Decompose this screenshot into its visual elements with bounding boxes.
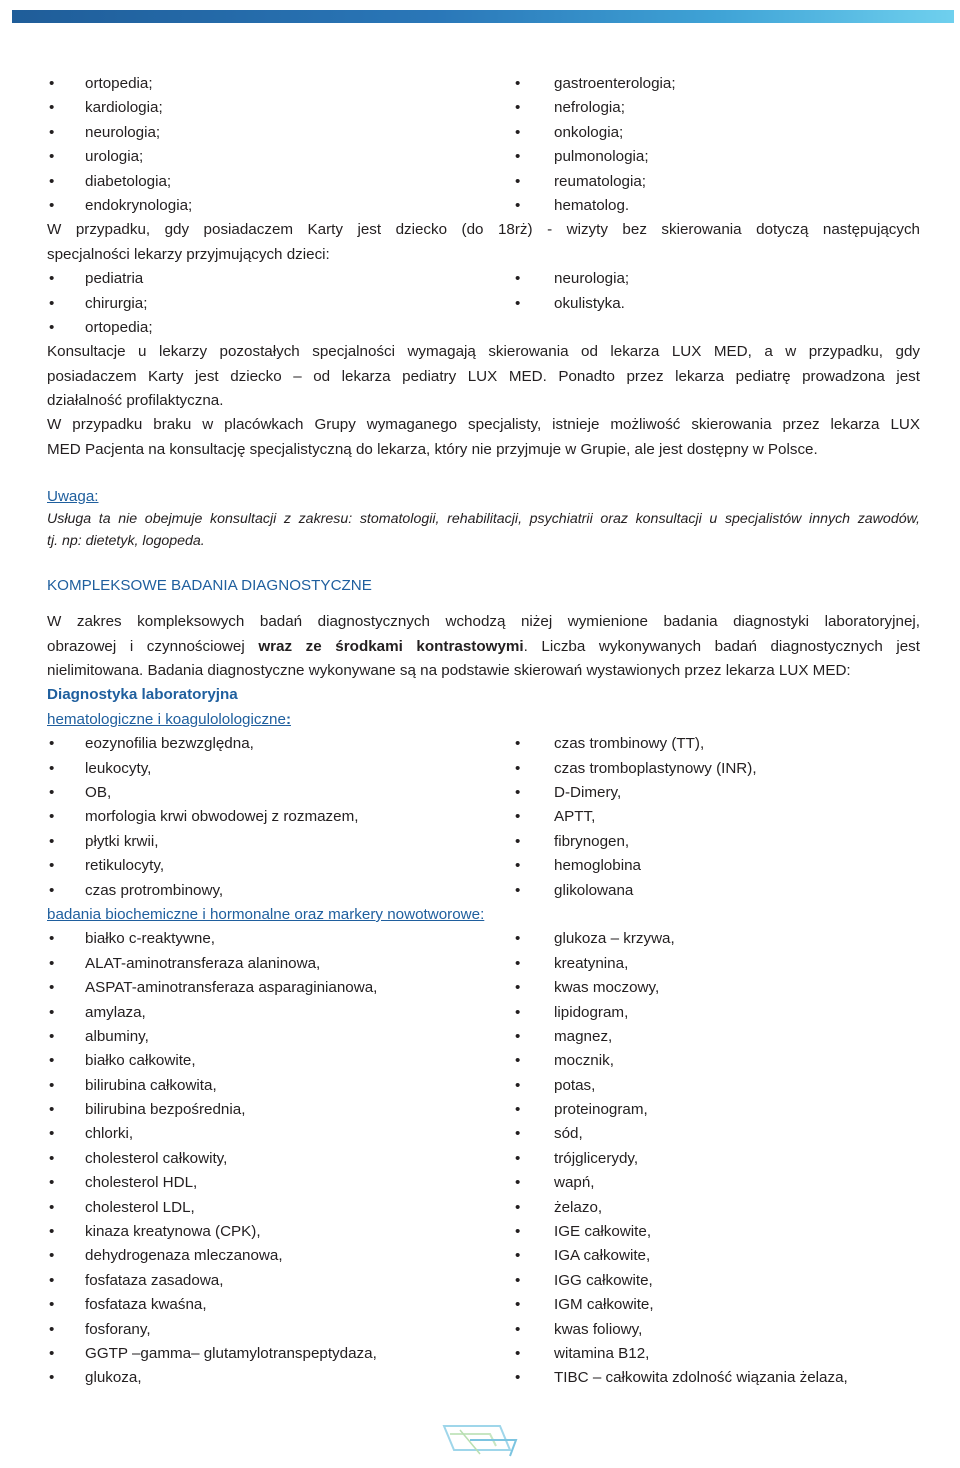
list-item-label: glikolowana (554, 881, 634, 899)
list-row (47, 927, 920, 951)
list-row (47, 194, 920, 218)
missing-specialist-paragraph-line: MED Pacjenta na konsultację specjalistyczną do lekarza, który nie przyjmuje w Grupie, ale jest dostępny w Polsce. (47, 440, 818, 458)
list-item-label: morfologia krwi obwodowej z rozmazem, (85, 808, 359, 826)
list-row (47, 1171, 920, 1195)
bullet-icon (515, 72, 525, 96)
footer-logo (440, 1420, 520, 1460)
bullet-icon (49, 96, 59, 120)
list-row (47, 1049, 920, 1073)
list-item-label: ortopedia; (85, 75, 153, 92)
bullet-icon (49, 1366, 59, 1390)
bullet-icon (515, 952, 525, 976)
diagnostics-paragraph-line: W zakres kompleksowych badań diagnostycznych wchodzą niżej wymienione badania diagnostyki laboratoryjnej, (47, 613, 920, 631)
category-label: hematologiczne i koagulolologiczne (47, 710, 286, 728)
list-item-label: IGE całkowite, (554, 1223, 652, 1241)
consultation-paragraph-line: Konsultacje u lekarzy pozostałych specjalności wymagają skierowania od lekarza LUX MED, a w przypadku, gdy (47, 343, 920, 361)
bullet-icon (515, 732, 525, 756)
list-item (47, 316, 920, 340)
list-item-label: białko c-reaktywne, (85, 930, 215, 948)
list-row (47, 1269, 920, 1293)
list-row (47, 1122, 920, 1146)
list-item-label: eozynofilia bezwzględna, (85, 735, 254, 753)
list-item-label: GGTP –gamma– glutamylotranspeptydaza, (85, 1344, 377, 1362)
list-item-label: gastroenterologia; (554, 75, 676, 92)
bullet-icon (515, 1001, 525, 1025)
list-item-label: sód, (554, 1125, 583, 1143)
list-item-label: hematolog. (554, 196, 630, 214)
specialties-list-children (47, 267, 920, 316)
bullet-icon (515, 267, 525, 291)
bullet-icon (515, 976, 525, 1000)
bullet-icon (515, 1244, 525, 1268)
list-item-label: chirurgia; (85, 294, 148, 312)
list-item-label: hemoglobina (554, 857, 641, 875)
bullet-icon (49, 1147, 59, 1171)
list-item-label: glukoza – krzywa, (554, 930, 675, 948)
list-item-label: wapń, (554, 1174, 595, 1192)
bullet-icon (515, 781, 525, 805)
missing-specialist-paragraph-line: W przypadku braku w placówkach Grupy wymaganego specjalisty, istnieje możliwość skierowania przez lekarza LUX (47, 416, 920, 434)
note-text-line: tj. np: dietetyk, logopeda. (47, 533, 205, 550)
bullet-icon (49, 1293, 59, 1317)
list-item-label: TIBC – całkowita zdolność wiązania żelaza, (554, 1369, 848, 1387)
bullet-icon (515, 1342, 525, 1366)
bullet-icon (515, 879, 525, 903)
list-item-label: potas, (554, 1076, 596, 1094)
list-row (47, 781, 920, 805)
list-item-label: czas tromboplastynowy (INR), (554, 759, 757, 777)
bullet-icon (515, 1269, 525, 1293)
list-row (47, 805, 920, 829)
list-item-label: kinaza kreatynowa (CPK), (85, 1223, 261, 1241)
list-row (47, 1366, 920, 1390)
list-row (47, 121, 920, 145)
list-row (47, 1196, 920, 1220)
list-row (47, 1342, 920, 1366)
bullet-icon (49, 170, 59, 194)
list-item-label: ALAT-aminotransferaza alaninowa, (85, 954, 321, 972)
bullet-icon (515, 292, 525, 316)
specialties-list-adults (47, 72, 920, 218)
list-item-label: albuminy, (85, 1027, 149, 1045)
list-row (47, 96, 920, 120)
list-item-label: płytki krwii, (85, 832, 159, 850)
diagnostics-paragraph-line (47, 635, 920, 659)
bullet-icon (49, 952, 59, 976)
bullet-icon (49, 1171, 59, 1195)
list-item-label: endokrynologia; (85, 196, 193, 214)
list-row (47, 976, 920, 1000)
list-item-label: kwas foliowy, (554, 1320, 643, 1338)
bullet-icon (515, 1147, 525, 1171)
section-title: KOMPLEKSOWE BADANIA DIAGNOSTYCZNE (47, 577, 372, 595)
list-item-label: leukocyty, (85, 759, 152, 777)
bullet-icon (515, 1074, 525, 1098)
bullet-icon (49, 854, 59, 878)
consultation-paragraph-line: działalność profilaktyczna. (47, 392, 224, 410)
list-item-label: OB, (85, 783, 112, 801)
bullet-icon (49, 1269, 59, 1293)
list-row (47, 732, 920, 756)
list-item-label: żelazo, (554, 1198, 603, 1216)
bullet-icon (515, 1318, 525, 1342)
bullet-icon (49, 879, 59, 903)
bullet-icon (515, 1098, 525, 1122)
list-item-label: diabetologia; (85, 172, 172, 190)
bullet-icon (49, 757, 59, 781)
bullet-icon (515, 170, 525, 194)
list-item-label: ortopedia; (85, 318, 153, 336)
list-item-label: okulistyka. (554, 294, 625, 312)
list-item-label: glukoza, (85, 1369, 142, 1387)
text-fragment: . Liczba wykonywanych badań diagnostycznych jest (523, 637, 920, 655)
bullet-icon (515, 194, 525, 218)
list-item-label: nefrologia; (554, 99, 625, 117)
hematology-tests-list (47, 732, 920, 903)
list-row (47, 757, 920, 781)
bullet-icon (49, 1342, 59, 1366)
list-item-label: dehydrogenaza mleczanowa, (85, 1247, 283, 1265)
list-row (47, 267, 920, 291)
list-item-label: ASPAT-aminotransferaza asparaginianowa, (85, 979, 378, 997)
list-row (47, 830, 920, 854)
list-item-label: trójglicerydy, (554, 1149, 639, 1167)
bullet-icon (49, 194, 59, 218)
bullet-icon (49, 1318, 59, 1342)
list-row (47, 1293, 920, 1317)
bullet-icon (515, 757, 525, 781)
list-item-label: kwas moczowy, (554, 979, 660, 997)
list-item-label: fibrynogen, (554, 832, 630, 850)
list-row (47, 292, 920, 316)
category-heading-hematology (47, 708, 920, 732)
bullet-icon (49, 1244, 59, 1268)
children-paragraph-line: specjalności lekarzy przyjmujących dzieci: (47, 245, 330, 263)
bold-fragment: wraz ze środkami kontrastowymi (258, 637, 524, 655)
bullet-icon (49, 1122, 59, 1146)
list-row (47, 1147, 920, 1171)
list-row (47, 1001, 920, 1025)
list-row (47, 145, 920, 169)
bullet-icon (49, 292, 59, 316)
list-item-label: magnez, (554, 1027, 613, 1045)
bullet-icon (515, 121, 525, 145)
bullet-icon (515, 854, 525, 878)
category-heading-biochemistry: badania biochemiczne i hormonalne oraz markery nowotworowe: (47, 905, 485, 923)
note-label: Uwaga: (47, 488, 99, 506)
list-item-label: retikulocyty, (85, 857, 165, 875)
bullet-icon (515, 1196, 525, 1220)
list-item-label: fosfataza kwaśna, (85, 1296, 207, 1314)
list-item-label: bilirubina całkowita, (85, 1076, 217, 1094)
list-item-label: bilirubina bezpośrednia, (85, 1101, 246, 1119)
list-row (47, 1025, 920, 1049)
list-item-label: reumatologia; (554, 172, 647, 190)
list-row (47, 879, 920, 903)
bullet-icon (49, 1025, 59, 1049)
subsection-title: Diagnostyka laboratoryjna (47, 686, 238, 704)
list-item-label: IGM całkowite, (554, 1296, 654, 1314)
children-paragraph-line: W przypadku, gdy posiadaczem Karty jest dziecko (do 18rż) - wizyty bez skierowania dotyczą następujących (47, 221, 920, 239)
diagnostics-paragraph-line: nielimitowana. Badania diagnostyczne wykonywane są na podstawie skierowań wystawionych przez lekarza LUX MED: (47, 662, 851, 680)
biochemistry-tests-list (47, 927, 920, 1390)
list-item-label: kreatynina, (554, 954, 629, 972)
list-item-label: witamina B12, (554, 1344, 650, 1362)
bullet-icon (49, 830, 59, 854)
bullet-icon (49, 1098, 59, 1122)
bullet-icon (515, 1025, 525, 1049)
list-item-label: urologia; (85, 148, 144, 166)
list-item-label: D-Dimery, (554, 783, 622, 801)
bullet-icon (49, 976, 59, 1000)
list-row (47, 170, 920, 194)
bullet-icon (515, 805, 525, 829)
list-row (47, 1098, 920, 1122)
list-row (47, 72, 920, 96)
list-item-label: neurologia; (554, 270, 630, 288)
bullet-icon (515, 145, 525, 169)
list-item-label: chlorki, (85, 1125, 134, 1143)
list-item-label: APTT, (554, 808, 596, 826)
bullet-icon (515, 1122, 525, 1146)
bullet-icon (49, 267, 59, 291)
list-item-label: kardiologia; (85, 99, 163, 117)
list-item-label: lipidogram, (554, 1003, 629, 1021)
list-item-label: amylaza, (85, 1003, 146, 1021)
list-item-label: cholesterol LDL, (85, 1198, 195, 1216)
list-row (47, 952, 920, 976)
bullet-icon (49, 1196, 59, 1220)
bullet-icon (515, 927, 525, 951)
list-item-label: neurologia; (85, 123, 161, 141)
list-row (47, 854, 920, 878)
bullet-icon (515, 1049, 525, 1073)
list-item-label: czas protrombinowy, (85, 881, 224, 899)
bullet-icon (515, 1220, 525, 1244)
text-fragment: obrazowej i czynnościowej (47, 637, 259, 655)
bullet-icon (515, 96, 525, 120)
list-item-label: cholesterol całkowity, (85, 1149, 228, 1167)
list-item-label: fosforany, (85, 1320, 151, 1338)
bullet-icon (49, 1001, 59, 1025)
list-item-label: IGA całkowite, (554, 1247, 651, 1265)
list-row (47, 1318, 920, 1342)
list-item-label: pulmonologia; (554, 148, 649, 166)
consultation-paragraph-line: posiadaczem Karty jest dziecko – od lekarza pediatry LUX MED. Ponadto przez lekarza pediatrę prowadzona jest (47, 367, 920, 385)
list-item-label: IGG całkowite, (554, 1271, 653, 1289)
bullet-icon (49, 72, 59, 96)
bullet-icon (49, 145, 59, 169)
bullet-icon (49, 1220, 59, 1244)
list-row (47, 1220, 920, 1244)
bullet-icon (49, 732, 59, 756)
bullet-icon (49, 1049, 59, 1073)
bullet-icon (515, 830, 525, 854)
bullet-icon (515, 1366, 525, 1390)
list-item-label: czas trombinowy (TT), (554, 735, 705, 753)
category-colon: : (285, 710, 291, 728)
document-body (47, 72, 920, 1391)
list-item-label: cholesterol HDL, (85, 1174, 198, 1192)
list-item-label: proteinogram, (554, 1101, 648, 1119)
list-row (47, 1244, 920, 1268)
header-color-bar (12, 10, 954, 23)
bullet-icon (515, 1171, 525, 1195)
list-item-label: białko całkowite, (85, 1052, 196, 1070)
bullet-icon (49, 316, 59, 340)
bullet-icon (49, 1074, 59, 1098)
bullet-icon (49, 781, 59, 805)
note-text-line: Usługa ta nie obejmuje konsultacji z zakresu: stomatologii, rehabilitacji, psychiatrii oraz konsultacji u specjalistów innych zawodów, (47, 511, 920, 528)
bullet-icon (515, 1293, 525, 1317)
bullet-icon (49, 927, 59, 951)
list-item-label: mocznik, (554, 1052, 614, 1070)
list-item-label: fosfataza zasadowa, (85, 1271, 224, 1289)
bullet-icon (49, 805, 59, 829)
list-row (47, 1074, 920, 1098)
list-item-label: pediatria (85, 270, 144, 288)
list-item-label: onkologia; (554, 123, 624, 141)
bullet-icon (49, 121, 59, 145)
